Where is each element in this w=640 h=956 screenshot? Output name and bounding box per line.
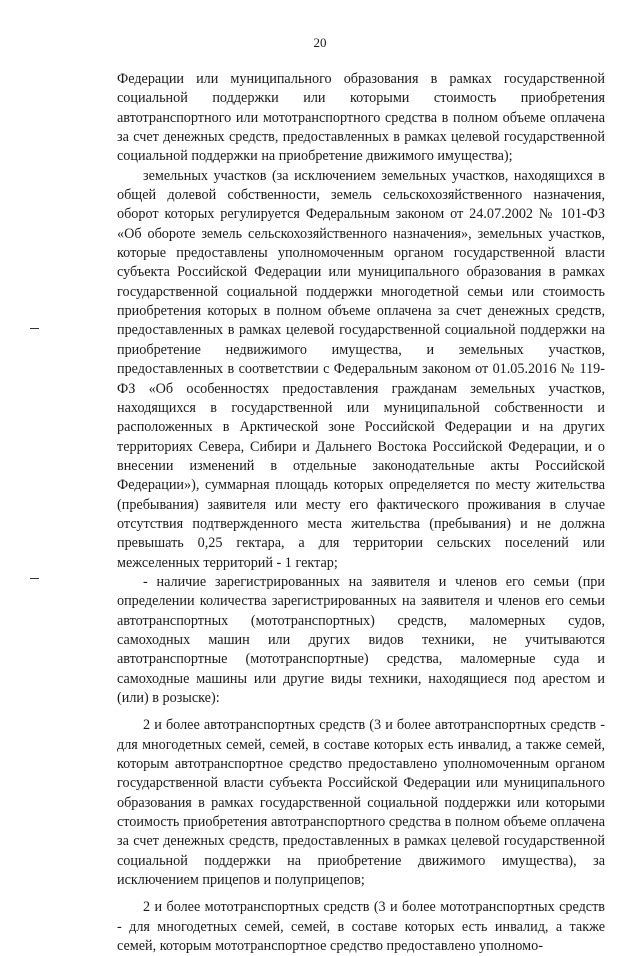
page-number: 20	[313, 35, 327, 50]
document-body	[117, 70, 605, 956]
paragraph-motor-vehicles: 2 и более автотранспортных средств (3 и более автотранспортных средств - для многодетных семей, семей, в составе которых есть инвалид, а также семей, которым автотранспортное средство предоставлено уполномоченным органом государственной власти субъекта Российской Федерации или муниципального образования в рамках государственной социальной поддержки или которыми стоимость приобретения автотранспортного средства в полном объеме оплачена за счет денежных средств, предоставленных в рамках целевой государственной социальной поддержки на приобретение движимого имущества), за исключением прицепов и полуприцепов;	[117, 717, 605, 889]
paragraph-registered-vehicles: - наличие зарегистрированных на заявителя и членов его семьи (при определении количества зарегистрированных на заявителя и членов его семьи автотранспортных (мототранспортных) средств, маломерных судов, самоходных машин или других видов техники, не учитываются автотранспортные (мототранспортные) средства, маломерные суда и самоходные машины или другие виды техники, находящиеся под арестом и (или) в розыске):	[117, 573, 605, 706]
paragraph-land-plots: земельных участков (за исключением земельных участков, находящихся в общей долевой собственности, земель сельскохозяйственного назначения, оборот которых регулируется Федеральным законом от 24.07.2002 № 101-ФЗ «Об обороте земель сельскохозяйственного назначения», земельных участков, которые предоставлены уполномоченным органом государственной власти субъекта Российской Федерации или муниципального образования в рамках государственной социальной поддержки многодетной семьи или стоимость приобретения которых в полном объеме оплачена за счет денежных средств, предоставленных в рамках целевой государственной социальной поддержки на приобретение недвижимого имущества, и земельных участков, предоставленных в соответствии с Федеральным законом от 01.05.2016 № 119-ФЗ «Об особенностях предоставления гражданам земельных участков, находящихся в государственной или муниципальной собственности и расположенных в Арктической зоне Российской Федерации и на других территориях Севера, Сибири и Дальнего Востока Российской Федерации, и о внесении изменений в отдельные законодательные акты Российской Федерации»), суммарная площадь которых определяется по месту жительства (пребывания) заявителя или месту его фактического проживания в случае отсутствия подтвержденного места жительства (пребывания) и не должна превышать 0,25 гектара, а для территории сельских поселений или межселенных территорий - 1 гектар;	[117, 167, 605, 571]
paragraph-continuation: Федерации или муниципального образования в рамках государственной социальной поддержки или которыми стоимость приобретения автотранспортного или мототранспортного средства в полном объеме оплачена за счет денежных средств, предоставленных в рамках целевой государственной социальной поддержки на приобретение движимого имущества);	[117, 71, 605, 165]
margin-mark-2	[30, 578, 39, 579]
margin-mark-1	[30, 328, 39, 329]
paragraph-motorcycles: 2 и более мототранспортных средств (3 и более мототранспортных средств - для многодетных семей, семей, в составе которых есть инвалид, а также семей, которым мототранспортное средство предоставлено уполномо-	[117, 899, 605, 955]
